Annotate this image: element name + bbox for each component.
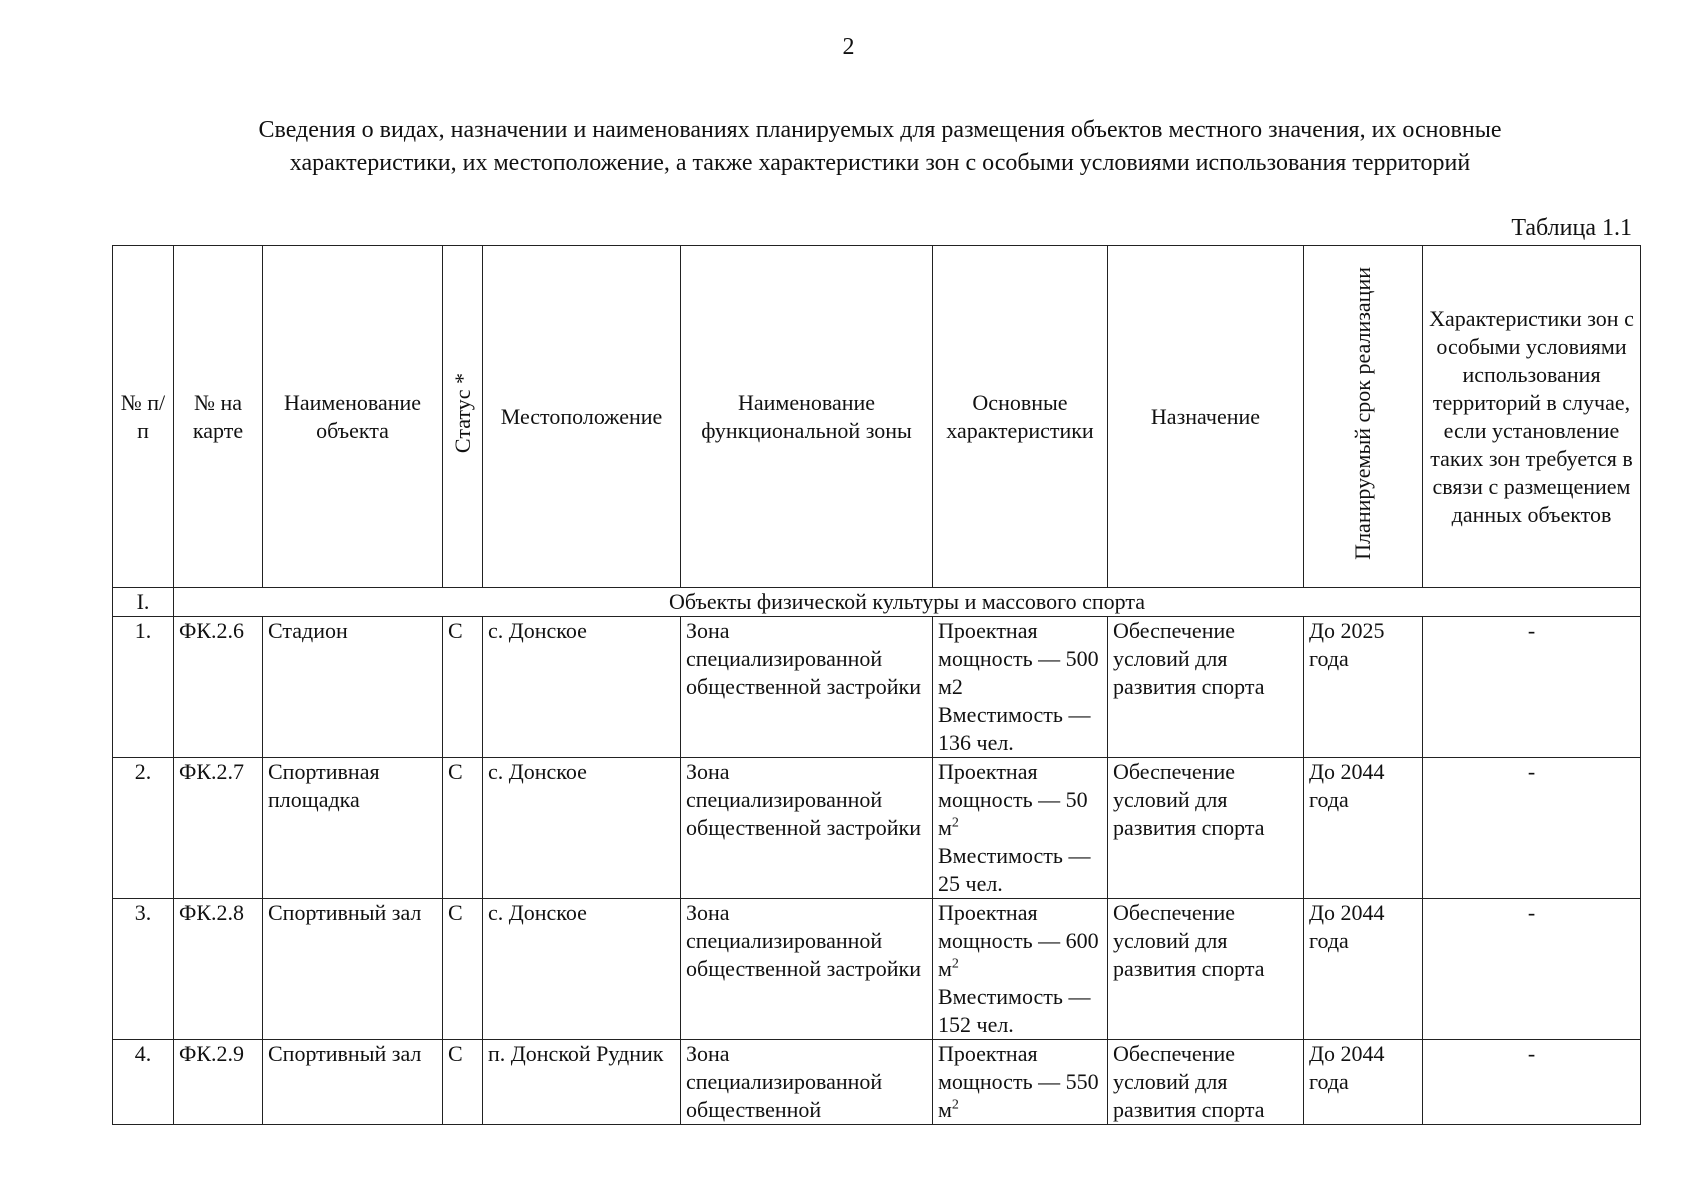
- row-zone: Зона специализированной общественной застройки: [681, 617, 933, 758]
- header-zone-name: Наименование функциональной зоны: [681, 246, 933, 588]
- row-term: До 2044 года: [1304, 899, 1423, 1040]
- row-location: с. Донское: [483, 617, 681, 758]
- row-name: Стадион: [263, 617, 443, 758]
- row-num: 4.: [113, 1040, 174, 1125]
- row-characteristics: [933, 899, 1108, 1040]
- row-purpose: Обеспечение условий для развития спорта: [1108, 899, 1304, 1040]
- row-capacity-unit-sup: 2: [951, 815, 959, 831]
- table-row: [113, 1040, 1641, 1125]
- row-zones: -: [1423, 1040, 1641, 1125]
- row-map-num: ФК.2.8: [174, 899, 263, 1040]
- row-characteristics: [933, 758, 1108, 899]
- row-map-num: ФК.2.6: [174, 617, 263, 758]
- table-label: Таблица 1.1: [1511, 215, 1632, 241]
- row-capacity: Проектная мощность — 550 м: [938, 1041, 1099, 1122]
- section-row: [113, 588, 1641, 617]
- header-map-num: № на карте: [174, 246, 263, 588]
- row-status: С: [443, 899, 483, 1040]
- row-status: С: [443, 617, 483, 758]
- row-characteristics: [933, 1040, 1108, 1125]
- row-name: Спортивный зал: [263, 899, 443, 1040]
- section-num: I.: [113, 588, 174, 617]
- section-title: Объекты физической культуры и массового спорта: [174, 588, 1641, 617]
- row-capacity-unit-sup: 2: [951, 1097, 959, 1113]
- objects-table: [112, 245, 1641, 1125]
- row-location: п. Донской Рудник: [483, 1040, 681, 1125]
- row-purpose: Обеспечение условий для развития спорта: [1108, 758, 1304, 899]
- row-location: с. Донское: [483, 758, 681, 899]
- header-num: № п/п: [113, 246, 174, 588]
- table-row: [113, 617, 1641, 758]
- row-map-num: ФК.2.7: [174, 758, 263, 899]
- row-term: До 2025 года: [1304, 617, 1423, 758]
- page-number: 2: [842, 34, 855, 60]
- header-status-label: Статус *: [449, 372, 475, 454]
- row-capacity: Проектная мощность — 50 м: [938, 759, 1088, 840]
- heading-line-1: Сведения о видах, назначении и наименованиях планируемых для размещения объектов местного значения, их основные: [258, 117, 1502, 143]
- row-purpose: Обеспечение условий для развития спорта: [1108, 617, 1304, 758]
- header-location: Местоположение: [483, 246, 681, 588]
- document-heading: [120, 114, 1640, 180]
- table-row: [113, 758, 1641, 899]
- row-status: С: [443, 1040, 483, 1125]
- row-zones: -: [1423, 899, 1641, 1040]
- row-term: До 2044 года: [1304, 1040, 1423, 1125]
- header-characteristics: Основные характеристики: [933, 246, 1108, 588]
- row-visitors: Вместимость — 152 чел.: [938, 984, 1091, 1037]
- row-capacity: Проектная мощность — 500 м2: [938, 618, 1099, 699]
- row-characteristics: [933, 617, 1108, 758]
- row-visitors: Вместимость — 25 чел.: [938, 843, 1091, 896]
- row-zone: Зона специализированной общественной застройки: [681, 758, 933, 899]
- row-num: 2.: [113, 758, 174, 899]
- header-term-label: Планируемый срок реализации: [1350, 266, 1375, 560]
- header-purpose: Назначение: [1108, 246, 1304, 588]
- row-map-num: ФК.2.9: [174, 1040, 263, 1125]
- header-zones: Характеристики зон с особыми условиями использования территорий в случае, если установление таких зон требуется в связи с размещением данных объектов: [1423, 246, 1641, 588]
- row-term: До 2044 года: [1304, 758, 1423, 899]
- row-zone: Зона специализированной общественной застройки: [681, 899, 933, 1040]
- row-zones: -: [1423, 617, 1641, 758]
- row-zone: Зона специализированной общественной: [681, 1040, 933, 1125]
- header-term: [1304, 246, 1423, 588]
- row-capacity: Проектная мощность — 600 м: [938, 900, 1099, 981]
- row-visitors: Вместимость — 136 чел.: [938, 702, 1091, 755]
- row-name: Спортивная площадка: [263, 758, 443, 899]
- header-object-name: Наименование объекта: [263, 246, 443, 588]
- row-capacity-unit-sup: 2: [951, 956, 959, 972]
- heading-line-2: характеристики, их местоположение, а также характеристики зон с особыми условиями использования территорий: [289, 150, 1471, 176]
- row-name: Спортивный зал: [263, 1040, 443, 1125]
- header-row: [113, 246, 1641, 588]
- row-location: с. Донское: [483, 899, 681, 1040]
- row-num: 3.: [113, 899, 174, 1040]
- row-zones: -: [1423, 758, 1641, 899]
- row-purpose: Обеспечение условий для развития спорта: [1108, 1040, 1304, 1125]
- row-status: С: [443, 758, 483, 899]
- table-row: [113, 899, 1641, 1040]
- header-status: [443, 246, 483, 588]
- row-num: 1.: [113, 617, 174, 758]
